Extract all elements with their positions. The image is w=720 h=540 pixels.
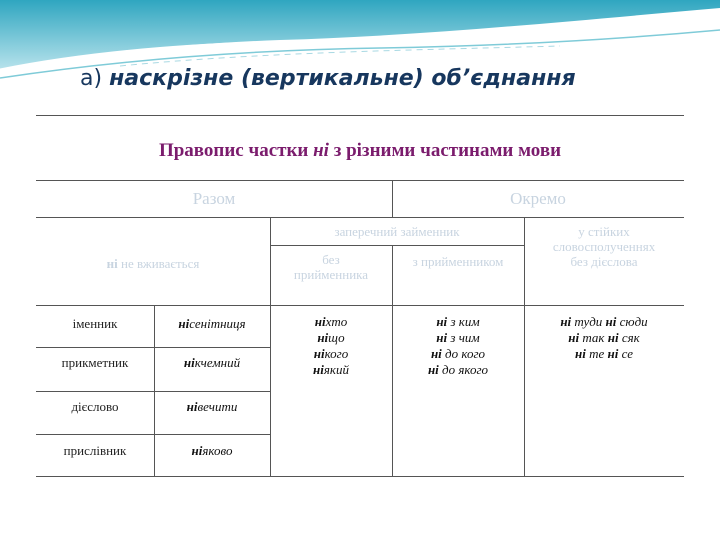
table-rule (36, 305, 684, 306)
example-prefix: ні (183, 355, 195, 370)
subheader-phrases-line2: словосполученнях (552, 239, 656, 254)
pos-verb: дієслово (71, 399, 119, 414)
pronoun-item: ні до кого (430, 346, 486, 361)
caption-after: з різними частинами мови (333, 140, 562, 161)
table-caption (0, 140, 720, 162)
example-prefix: ні (178, 316, 190, 331)
caption-before: Правопис частки (158, 140, 309, 161)
table-rule (36, 347, 270, 348)
subheader-phrases-line3: без дієслова (570, 254, 638, 269)
table-rule (36, 217, 684, 218)
caption-particle: ні (313, 140, 329, 161)
example-rest: сенітниця (189, 316, 246, 331)
title-rule (36, 115, 684, 116)
subheader-not-used (36, 256, 270, 271)
phrases-list (524, 314, 684, 362)
pronoun-item: ніякий (313, 362, 349, 377)
example-verb (154, 399, 270, 415)
table-rule (36, 476, 684, 477)
subheader-without-prep (270, 252, 392, 282)
title-prefix: а) (80, 66, 103, 91)
subheader-phrases (524, 224, 684, 269)
subheader-not-used-rest: не вживається (121, 256, 200, 271)
pronoun-item: ні з ким (436, 314, 480, 329)
pronoun-item: ніхто (314, 314, 348, 329)
pronoun-with-prep-list (392, 314, 524, 378)
table-rule (36, 434, 270, 435)
subheader-without-prep-line2: прийменника (293, 267, 369, 282)
pos-adjective: прикметник (61, 355, 129, 370)
slide-title (80, 66, 576, 91)
table-rule (36, 180, 684, 181)
header-together: Разом (192, 189, 236, 208)
subheader-particle: ні (106, 256, 118, 271)
example-rest: яково (202, 443, 233, 458)
phrase-item: ні те ні се (575, 346, 633, 361)
phrase-item: ні туди ні сюди (560, 314, 648, 329)
pronoun-no-prep-list (270, 314, 392, 378)
pos-noun: іменник (72, 316, 118, 331)
subheader-with-prep: з прийменником (412, 254, 504, 269)
example-adverb (154, 443, 270, 459)
pronoun-item: нікого (313, 346, 349, 361)
phrase-item: ні так ні сяк (568, 330, 640, 345)
table-rule (36, 391, 270, 392)
pronoun-item: ні з чим (436, 330, 480, 345)
title-main: наскрізне (вертикальне) об’єднання (109, 66, 576, 91)
example-rest: вечити (197, 399, 238, 414)
header-separate: Окремо (510, 189, 566, 208)
example-prefix: ні (191, 443, 203, 458)
pronoun-item: ні до якого (427, 362, 489, 377)
table-rule (270, 245, 524, 246)
example-prefix: ні (186, 399, 198, 414)
subheader-without-prep-line1: без (322, 252, 340, 267)
example-adjective (154, 355, 270, 371)
subheader-neg-pronoun: заперечний займенник (334, 224, 460, 239)
subheader-phrases-line1: у стійких (578, 224, 630, 239)
pos-adverb: прислівник (63, 443, 127, 458)
pronoun-item: ніщо (317, 330, 345, 345)
example-noun (154, 316, 270, 332)
example-rest: кчемний (194, 355, 241, 370)
